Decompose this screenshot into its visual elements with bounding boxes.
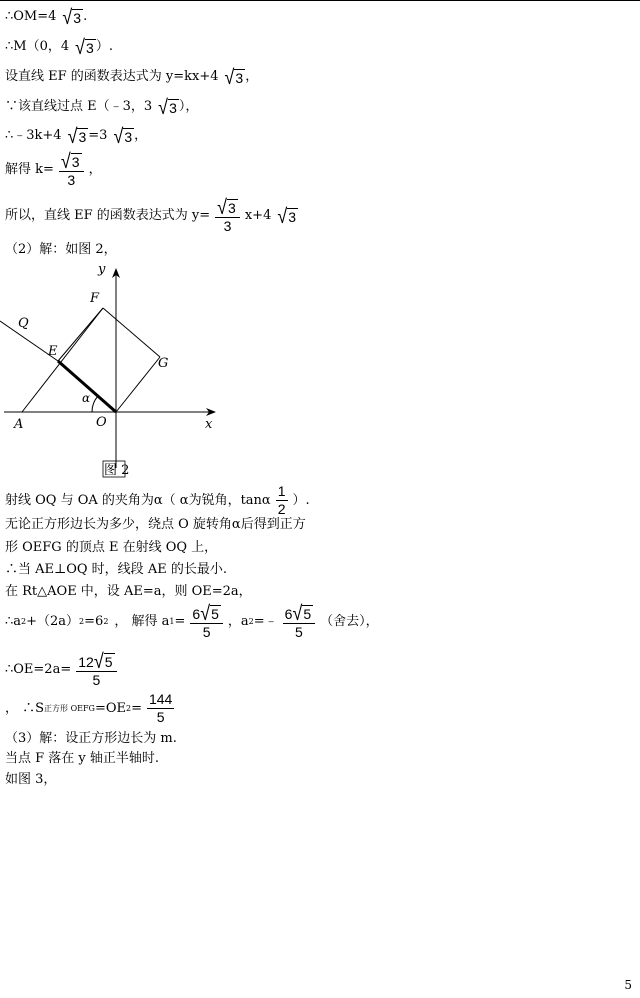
text-line-13: 在 Rt△AOE 中，设 AE=a，则 OE=2a， [5,584,252,599]
sqrt-3: √ 3 [62,5,82,29]
figure-caption: 图 2 [104,463,130,478]
text-line-3: 设直线 EF 的函数表达式为 y=kx+4 √ 3 ， [5,65,259,89]
text-line-5: ∴﹣3k+4 √ 3 =3 √ 3 ， [5,124,148,148]
fraction-1-over-2: $\frac{1}{2}$ [277,483,286,517]
label-A: A [14,417,24,432]
text-line-6: 解得 k= √ 3 3 ， [5,149,102,188]
label-x: x [205,417,213,432]
text-line-16: ， ∴S 正方形 OEFG =OE 2 = $\frac{144}{5}$ [5,691,173,725]
label-Q: Q [18,316,29,331]
side-EF [58,308,103,361]
text-line-4: ∵该直线过点 E（﹣3，3 √ 3 ）， [5,95,199,119]
sqrt-3: √ 3 [113,124,133,148]
text-line-15: ∴OE=2a= 12 √ 5 5 [5,652,122,688]
sqrt-3: √ 3 [158,95,177,119]
fraction-144-over-5: $\frac{144}{5}$ [148,691,173,725]
text-line-12: ∴当 AE⊥OQ 时，线段 AE 的长最小. [5,562,227,577]
label-y: y [98,262,106,277]
sqrt-3: √ 3 [224,65,244,89]
text-line-9: 射线 OQ 与 OA 的夹角为α（ α为锐角，tanα $\frac{1}{2}$ ）. [5,483,310,517]
text-line-10: 无论正方形边长为多少，绕点 O 旋转角α后得到正方 [5,517,306,532]
text-line-8: （2）解：如图 2， [5,242,117,257]
line-AF [22,308,103,412]
side-FG [103,308,160,357]
text-line-17: （3）解：设正方形边长为 m. [5,731,177,746]
sqrt-3: √ 3 [75,35,94,59]
text-line-18: 当点 F 落在 y 轴正半轴时. [5,751,160,766]
text-line-1: ∴OM=4 √ 3 . [5,5,88,29]
fraction-sqrt3-over-3: √ 3 3 [59,152,84,188]
label-G: G [158,356,169,371]
fraction-sqrt3-over-3: √ 3 3 [215,198,240,234]
geometry-figure-2 [0,258,240,487]
text-line-14: ∴a 2 +（2a） 2 =6 2 ， 解得 a 1 = 6 √ 5 5 ，a 2 =﹣ 6 √ 5 5 （舍去）， [5,601,379,640]
sqrt-3: √ 3 [277,204,297,228]
figure-svg [0,258,240,483]
fraction-12sqrt5-over-5: 12 √ 5 5 [76,652,116,688]
angle-arc [92,396,98,412]
label-O: O [96,415,107,430]
fraction-6sqrt5-over-5: 6 √ 5 5 [190,604,222,640]
label-alpha: α [82,391,91,405]
label-F: F [90,291,100,306]
text-line-11: 形 OEFG 的顶点 E 在射线 OQ 上， [5,540,218,555]
side-GO [116,357,160,412]
top-rule [0,0,640,1]
text-line-19: 如图 3， [5,772,57,787]
page-number: 5 [624,978,632,992]
fraction-6sqrt5-over-5: 6 √ 5 5 [283,604,315,640]
label-E: E [48,344,58,359]
sqrt-3: √ 3 [67,124,87,148]
text-line-2: ∴M（0，4 √ 3 ）. [5,35,113,59]
text-line-7: 所以，直线 EF 的函数表达式为 y= √ 3 3 x+4 √ 3 [5,195,297,234]
